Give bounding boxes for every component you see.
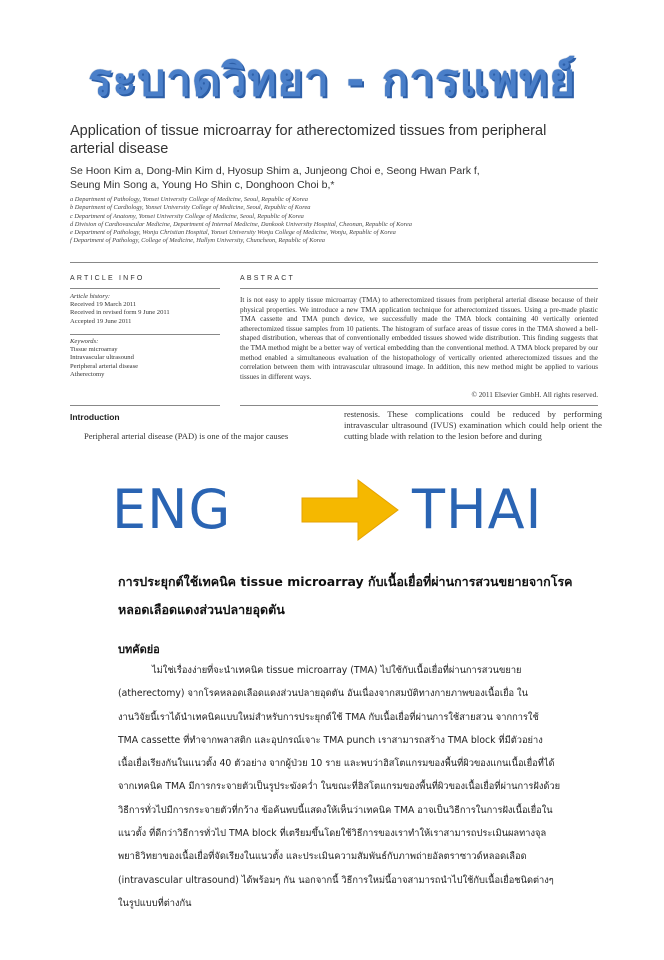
thai-abstract-line: ไม่ใช่เรื่องง่ายที่จะนำเทคนิค tissue microarray (TMA) ไปใช้กับเนื้อเยื่อที่ผ่านการสวนขยาย [152, 665, 522, 676]
source-language-label: ENG [112, 478, 232, 541]
thai-abstract-line: แนวตั้ง ที่ดีกว่าวิธีการทั่วไป TMA block ที่เตรียมขึ้นโดยใช้วิธีการของเราทำให้เราสามารถประเมินผลทางจุล [118, 828, 547, 840]
thai-title [118, 568, 598, 624]
intro-heading: Introduction [70, 412, 120, 422]
copyright-notice: © 2011 Elsevier GmbH. All rights reserved. [471, 391, 598, 399]
divider [70, 288, 220, 289]
thai-abstract-line: งานวิจัยนี้เราได้นำเทคนิคแบบใหม่สำหรับการประยุกต์ใช้ TMA กับเนื้อเยื่อที่ผ่านการใช้สายสวน จากการใช้ [118, 711, 539, 723]
abstract-label: ABSTRACT [240, 275, 295, 282]
affiliation-item: f Department of Pathology, College of Medicine, Hallym University, Chuncheon, Republic of Korea [70, 237, 325, 245]
affiliation-list [70, 196, 610, 246]
history-item: Received 19 March 2011 [70, 301, 137, 309]
keyword-item: Peripheral arterial disease [70, 362, 139, 370]
affiliation-item: b Department of Cardiology, Yonsei University College of Medicine, Seoul, Republic of Korea [70, 204, 311, 212]
affiliation-item: a Department of Pathology, Yonsei University College of Medicine, Seoul, Republic of Korea [70, 196, 308, 203]
keyword-item: Atherectomy [70, 370, 105, 378]
thai-title-line: หลอดเลือดแดงส่วนปลายอุดตัน [118, 602, 285, 617]
article-history [70, 293, 220, 326]
thai-title-line: การประยุกต์ใช้เทคนิค tissue microarray กับเนื้อเยื่อที่ผ่านการสวนขยายจากโรค [118, 574, 573, 589]
right-column-text: restenosis. These complications could be reduced by performing intravascular ultrasound (IVUS) examination which could help orient the cutting blade with relation to the lesion before and during [344, 409, 602, 441]
article-info-label: ARTICLE INFO [70, 275, 145, 282]
thai-abstract-line: ในรูปแบบที่ต่างกัน [118, 897, 192, 909]
thai-abstract-line: เนื้อเยื่อเรียงกันในแนวตั้ง 40 ตัวอย่าง จากผู้ป่วย 10 ราย และพบว่าฮิสโตแกรมของพื้นที่ผิวของแกนเนื้อเยื่อที่ได้ [118, 758, 555, 770]
keyword-item: Tissue microarray [70, 346, 118, 354]
target-language-label: THAI [412, 478, 543, 541]
affiliation-item: e Department of Pathology, Wonju Christian Hospital, Yonsei University Wonju College of Medicine, Wonju, Republic of Korea [70, 229, 396, 237]
history-item: Received in revised form 9 June 2011 [70, 309, 170, 317]
divider [70, 405, 220, 406]
keyword-item: Intravascular ultrasound [70, 354, 134, 362]
affiliation-item: c Department of Anatomy, Yonsei University College of Medicine, Seoul, Republic of Korea [70, 212, 304, 220]
keywords [70, 338, 220, 379]
divider [240, 288, 598, 289]
thai-abstract-heading: บทคัดย่อ [118, 643, 160, 656]
keywords-label: Keywords: [70, 338, 99, 345]
history-item: Accepted 19 June 2011 [70, 317, 132, 325]
intro-text: Peripheral arterial disease (PAD) is one of the major causes [84, 431, 289, 441]
thai-abstract-line: พยาธิวิทยาของเนื้อเยื่อที่จัดเรียงในแนวตั้ง และประเมินความสัมพันธ์กับภาพถ่ายอัลตราซาวด์หลอดเลือด [118, 851, 527, 863]
affiliation-item: d Division of Cardiovascular Medicine, Department of Internal Medicine, Dankook University Hospital, Cheonan, Republic of Korea [70, 220, 412, 228]
divider [70, 262, 598, 263]
paper-title: Application of tissue microarray for atherectomized tissues from peripheral arterial disease [70, 123, 547, 157]
author-list [70, 164, 590, 192]
thai-abstract-line: TMA cassette ที่ทำจากพลาสติก และอุปกรณ์เจาะ TMA punch เราสามารถสร้าง TMA block ที่มีตัวอย่าง [118, 734, 543, 746]
article-history-label: Article history: [70, 293, 111, 300]
thai-abstract-line: (atherectomy) จากโรคหลอดเลือดแดงส่วนปลายอุดตัน อันเนื่องจากสมบัติทางกายภาพของเนื้อเยื่อ ใน [118, 688, 528, 700]
author-line: Seung Min Song a, Young Ho Shin c, Donghoon Choi b,* [70, 179, 335, 191]
divider [240, 405, 598, 406]
thai-abstract-line: จากเทคนิค TMA มีการกระจายตัวเป็นรูประฆังคว่ำ ในขณะที่ฮิสโตแกรมของพื้นที่ผิวของเนื้อเยื่อที่ผ่านการฝังด้วย [118, 781, 561, 793]
right-arrow-icon [300, 478, 400, 542]
author-line: Se Hoon Kim a, Dong-Min Kim d, Hyosup Shim a, Junjeong Choi e, Seong Hwan Park f, [70, 165, 480, 177]
banner-title: ระบาดวิทยา - การแพทย์ [88, 55, 576, 106]
right-arrow-shape [302, 480, 398, 540]
thai-abstract-line: วิธีการทั่วไปมีการกระจายตัวที่กว้าง ข้อค้นพบนี้แสดงให้เห็นว่าเทคนิค TMA อาจเป็นวิธีการในการฝังเนื้อเยื่อใน [118, 804, 553, 816]
thai-abstract-line: (intravascular ultrasound) ได้พร้อมๆ กัน นอกจากนี้ วิธีการใหม่นี้อาจสามารถนำไปใช้กับเนื้อเยื่อชนิดต่างๆ [118, 874, 554, 886]
thai-abstract-body [118, 659, 568, 915]
divider [70, 334, 220, 335]
abstract-text: It is not easy to apply tissue microarray (TMA) to atherectomized tissues from peripheral arterial disease because of their physical properties. We introduce a new TMA application technique for atherectomized tissues. Using a pre-made plastic TMA cassette and TMA punch device, we successfully made the TMA block containing 40 vertically oriented atherectomized tissue samples from 10 patients. The histogram of surface areas of tissue cores in the TMA showed a bell-shaped distribution, whereas that of conventionally embedded tissues showed wide distribution. This finding suggests that the TMA method might be a better way of vertical embedding than the conventional method. A TMA block prepared by our method enabled a simultaneous evaluation of the histopathology of vertically oriented atherectomized tissues and the correlation between them with intravascular ultrasound image. In addition, this new method might be applied to various tissues in different ways. [240, 296, 598, 381]
